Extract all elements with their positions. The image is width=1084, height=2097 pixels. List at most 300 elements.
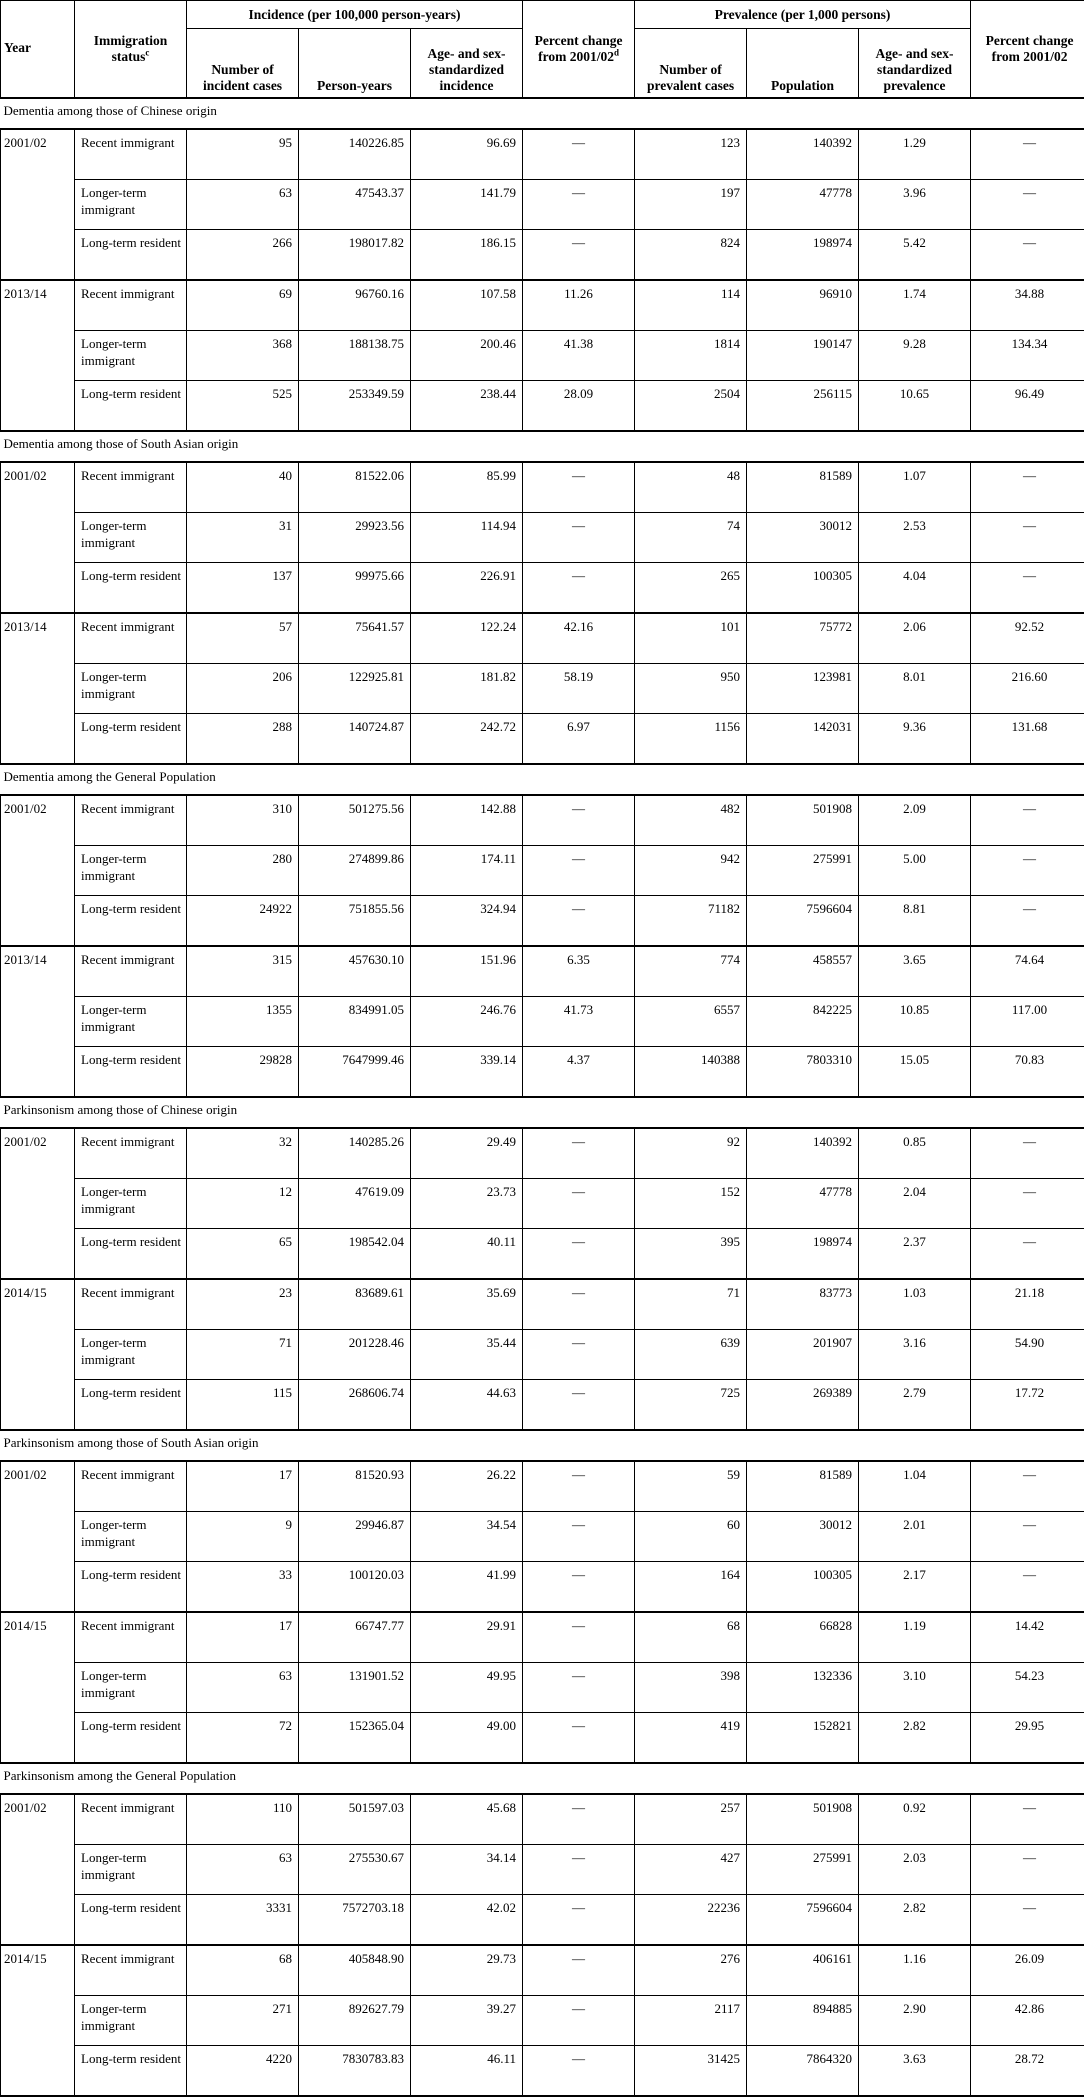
status-cell: Longer-term immigrant <box>75 1330 187 1380</box>
value-cell: — <box>971 846 1084 896</box>
value-cell: 280 <box>187 846 299 896</box>
value-cell: 40.11 <box>411 1229 523 1280</box>
table-row <box>1 1663 1084 1713</box>
value-cell: 140392 <box>747 129 859 180</box>
value-cell: 174.11 <box>411 846 523 896</box>
value-cell: 275991 <box>747 846 859 896</box>
value-cell: 92 <box>635 1128 747 1179</box>
value-cell: — <box>523 1794 635 1845</box>
status-cell: Longer-term immigrant <box>75 180 187 230</box>
status-cell: Long-term resident <box>75 1895 187 1946</box>
value-cell: 140392 <box>747 1128 859 1179</box>
value-cell: 114.94 <box>411 513 523 563</box>
status-cell: Long-term resident <box>75 1047 187 1098</box>
value-cell: 134.34 <box>971 331 1084 381</box>
value-cell: 246.76 <box>411 997 523 1047</box>
table-row <box>1 795 1084 846</box>
value-cell: 201228.46 <box>299 1330 411 1380</box>
header-prevalent-cases: Number of prevalent cases <box>635 29 747 99</box>
value-cell: 66747.77 <box>299 1612 411 1663</box>
value-cell: 152821 <box>747 1713 859 1764</box>
value-cell: 310 <box>187 795 299 846</box>
value-cell: 6.35 <box>523 946 635 997</box>
year-cell: 2013/14 <box>1 946 75 1097</box>
value-cell: — <box>971 1895 1084 1946</box>
status-cell: Longer-term immigrant <box>75 846 187 896</box>
status-cell: Long-term resident <box>75 381 187 432</box>
value-cell: — <box>523 846 635 896</box>
value-cell: 110 <box>187 1794 299 1845</box>
value-cell: 12 <box>187 1179 299 1229</box>
value-cell: 6557 <box>635 997 747 1047</box>
value-cell: 2.90 <box>859 1996 971 2046</box>
status-cell: Recent immigrant <box>75 1461 187 1512</box>
status-cell: Recent immigrant <box>75 462 187 513</box>
value-cell: 14.42 <box>971 1612 1084 1663</box>
value-cell: 7596604 <box>747 1895 859 1946</box>
value-cell: 1.16 <box>859 1945 971 1996</box>
table-row <box>1 180 1084 230</box>
value-cell: 942 <box>635 846 747 896</box>
status-cell: Recent immigrant <box>75 129 187 180</box>
section-title: Parkinsonism among those of Chinese origin <box>1 1097 1084 1128</box>
status-cell: Longer-term immigrant <box>75 1845 187 1895</box>
year-cell: 2001/02 <box>1 129 75 280</box>
value-cell: 47619.09 <box>299 1179 411 1229</box>
value-cell: 9.36 <box>859 714 971 765</box>
value-cell: 242.72 <box>411 714 523 765</box>
value-cell: 29.49 <box>411 1128 523 1179</box>
value-cell: 190147 <box>747 331 859 381</box>
value-cell: — <box>523 1895 635 1946</box>
value-cell: 41.38 <box>523 331 635 381</box>
value-cell: 226.91 <box>411 563 523 614</box>
section-title: Dementia among the General Population <box>1 764 1084 795</box>
year-cell: 2001/02 <box>1 1128 75 1279</box>
value-cell: 58.19 <box>523 664 635 714</box>
section-title: Dementia among those of Chinese origin <box>1 98 1084 129</box>
value-cell: 950 <box>635 664 747 714</box>
value-cell: 96760.16 <box>299 280 411 331</box>
value-cell: 75772 <box>747 613 859 664</box>
header-prevalence-pct-change: Percent change from 2001/02 <box>971 1 1084 99</box>
value-cell: 92.52 <box>971 613 1084 664</box>
value-cell: 81589 <box>747 462 859 513</box>
value-cell: 3.63 <box>859 2046 971 2097</box>
value-cell: 24922 <box>187 896 299 947</box>
value-cell: 1814 <box>635 331 747 381</box>
value-cell: 501275.56 <box>299 795 411 846</box>
value-cell: 40 <box>187 462 299 513</box>
value-cell: 132336 <box>747 1663 859 1713</box>
status-cell: Long-term resident <box>75 714 187 765</box>
value-cell: 31425 <box>635 2046 747 2097</box>
value-cell: 8.01 <box>859 664 971 714</box>
value-cell: 181.82 <box>411 664 523 714</box>
value-cell: 7647999.46 <box>299 1047 411 1098</box>
value-cell: — <box>971 563 1084 614</box>
table-row <box>1 997 1084 1047</box>
value-cell: 152365.04 <box>299 1713 411 1764</box>
table-row <box>1 714 1084 765</box>
value-cell: 198974 <box>747 230 859 281</box>
value-cell: 42.02 <box>411 1895 523 1946</box>
status-cell: Recent immigrant <box>75 613 187 664</box>
value-cell: 131901.52 <box>299 1663 411 1713</box>
value-cell: 2.53 <box>859 513 971 563</box>
value-cell: — <box>523 1612 635 1663</box>
value-cell: 49.95 <box>411 1663 523 1713</box>
value-cell: — <box>523 896 635 947</box>
value-cell: 3.65 <box>859 946 971 997</box>
value-cell: — <box>523 1945 635 1996</box>
value-cell: 28.72 <box>971 2046 1084 2097</box>
value-cell: 10.65 <box>859 381 971 432</box>
table-row <box>1 1794 1084 1845</box>
value-cell: 315 <box>187 946 299 997</box>
value-cell: 96.69 <box>411 129 523 180</box>
value-cell: 774 <box>635 946 747 997</box>
value-cell: 206 <box>187 664 299 714</box>
table-row <box>1 1996 1084 2046</box>
value-cell: 2.82 <box>859 1895 971 1946</box>
value-cell: — <box>523 1461 635 1512</box>
table-row <box>1 1279 1084 1330</box>
value-cell: 28.09 <box>523 381 635 432</box>
value-cell: 57 <box>187 613 299 664</box>
value-cell: — <box>523 462 635 513</box>
value-cell: 5.00 <box>859 846 971 896</box>
value-cell: 63 <box>187 1845 299 1895</box>
value-cell: 197 <box>635 180 747 230</box>
value-cell: 74 <box>635 513 747 563</box>
value-cell: 271 <box>187 1996 299 2046</box>
value-cell: 186.15 <box>411 230 523 281</box>
value-cell: 81520.93 <box>299 1461 411 1512</box>
value-cell: 405848.90 <box>299 1945 411 1996</box>
value-cell: 198542.04 <box>299 1229 411 1280</box>
value-cell: 115 <box>187 1380 299 1431</box>
status-cell: Recent immigrant <box>75 280 187 331</box>
table-row <box>1 1461 1084 1512</box>
status-cell: Longer-term immigrant <box>75 1663 187 1713</box>
value-cell: 419 <box>635 1713 747 1764</box>
value-cell: 3.16 <box>859 1330 971 1380</box>
header-population: Population <box>747 29 859 99</box>
value-cell: — <box>971 1128 1084 1179</box>
header-prevalence-group: Prevalence (per 1,000 persons) <box>635 1 971 29</box>
value-cell: 142.88 <box>411 795 523 846</box>
year-cell: 2001/02 <box>1 1461 75 1612</box>
value-cell: 834991.05 <box>299 997 411 1047</box>
table-row <box>1 230 1084 281</box>
value-cell: — <box>971 1845 1084 1895</box>
value-cell: 276 <box>635 1945 747 1996</box>
value-cell: 3.10 <box>859 1663 971 1713</box>
table-row <box>1 1562 1084 1613</box>
value-cell: 30012 <box>747 1512 859 1562</box>
table-row <box>1 1945 1084 1996</box>
value-cell: 54.23 <box>971 1663 1084 1713</box>
value-cell: 501908 <box>747 795 859 846</box>
table-row <box>1 1612 1084 1663</box>
value-cell: 1156 <box>635 714 747 765</box>
value-cell: 9 <box>187 1512 299 1562</box>
value-cell: 137 <box>187 563 299 614</box>
value-cell: — <box>971 1229 1084 1280</box>
value-cell: 34.88 <box>971 280 1084 331</box>
value-cell: 142031 <box>747 714 859 765</box>
value-cell: 41.99 <box>411 1562 523 1613</box>
value-cell: — <box>971 230 1084 281</box>
value-cell: 274899.86 <box>299 846 411 896</box>
value-cell: — <box>971 896 1084 947</box>
value-cell: 68 <box>187 1945 299 1996</box>
status-cell: Long-term resident <box>75 230 187 281</box>
value-cell: 71 <box>635 1279 747 1330</box>
value-cell: 63 <box>187 1663 299 1713</box>
value-cell: 266 <box>187 230 299 281</box>
value-cell: 47778 <box>747 1179 859 1229</box>
value-cell: 122.24 <box>411 613 523 664</box>
value-cell: 101 <box>635 613 747 664</box>
value-cell: 4.37 <box>523 1047 635 1098</box>
value-cell: 268606.74 <box>299 1380 411 1431</box>
table-row <box>1 1380 1084 1431</box>
value-cell: 1.07 <box>859 462 971 513</box>
table-row <box>1 1047 1084 1098</box>
value-cell: 42.86 <box>971 1996 1084 2046</box>
table-row <box>1 1895 1084 1946</box>
value-cell: 117.00 <box>971 997 1084 1047</box>
value-cell: 96.49 <box>971 381 1084 432</box>
value-cell: 35.44 <box>411 1330 523 1380</box>
status-cell: Long-term resident <box>75 563 187 614</box>
value-cell: 41.73 <box>523 997 635 1047</box>
value-cell: 11.26 <box>523 280 635 331</box>
status-cell: Recent immigrant <box>75 795 187 846</box>
value-cell: 0.92 <box>859 1794 971 1845</box>
value-cell: 339.14 <box>411 1047 523 1098</box>
status-cell: Long-term resident <box>75 1562 187 1613</box>
value-cell: 457630.10 <box>299 946 411 997</box>
value-cell: 83689.61 <box>299 1279 411 1330</box>
year-cell: 2014/15 <box>1 1612 75 1763</box>
table-row <box>1 1229 1084 1280</box>
value-cell: 6.97 <box>523 714 635 765</box>
value-cell: 238.44 <box>411 381 523 432</box>
value-cell: — <box>523 129 635 180</box>
value-cell: 482 <box>635 795 747 846</box>
value-cell: — <box>523 1713 635 1764</box>
value-cell: 100305 <box>747 1562 859 1613</box>
status-cell: Longer-term immigrant <box>75 331 187 381</box>
value-cell: — <box>971 1512 1084 1562</box>
value-cell: 7864320 <box>747 2046 859 2097</box>
value-cell: 1.74 <box>859 280 971 331</box>
value-cell: — <box>523 1128 635 1179</box>
value-cell: 1.29 <box>859 129 971 180</box>
value-cell: 23.73 <box>411 1179 523 1229</box>
value-cell: 26.22 <box>411 1461 523 1512</box>
status-cell: Longer-term immigrant <box>75 997 187 1047</box>
value-cell: 427 <box>635 1845 747 1895</box>
status-cell: Long-term resident <box>75 1380 187 1431</box>
status-cell: Longer-term immigrant <box>75 513 187 563</box>
value-cell: 74.64 <box>971 946 1084 997</box>
status-cell: Long-term resident <box>75 896 187 947</box>
section-title: Dementia among those of South Asian origin <box>1 431 1084 462</box>
value-cell: — <box>523 1663 635 1713</box>
value-cell: 17 <box>187 1612 299 1663</box>
value-cell: 81589 <box>747 1461 859 1512</box>
value-cell: 72 <box>187 1713 299 1764</box>
value-cell: 288 <box>187 714 299 765</box>
table-row <box>1 331 1084 381</box>
value-cell: 46.11 <box>411 2046 523 2097</box>
value-cell: 398 <box>635 1663 747 1713</box>
value-cell: 10.85 <box>859 997 971 1047</box>
value-cell: 140724.87 <box>299 714 411 765</box>
value-cell: 2117 <box>635 1996 747 2046</box>
value-cell: 639 <box>635 1330 747 1380</box>
value-cell: 525 <box>187 381 299 432</box>
value-cell: 216.60 <box>971 664 1084 714</box>
value-cell: 75641.57 <box>299 613 411 664</box>
value-cell: 70.83 <box>971 1047 1084 1098</box>
value-cell: 71182 <box>635 896 747 947</box>
value-cell: — <box>971 129 1084 180</box>
value-cell: 256115 <box>747 381 859 432</box>
table-row <box>1 513 1084 563</box>
value-cell: 71 <box>187 1330 299 1380</box>
value-cell: 201907 <box>747 1330 859 1380</box>
value-cell: 29.95 <box>971 1713 1084 1764</box>
year-cell: 2013/14 <box>1 280 75 431</box>
header-person-years: Person-years <box>299 29 411 99</box>
value-cell: 44.63 <box>411 1380 523 1431</box>
value-cell: 2.06 <box>859 613 971 664</box>
value-cell: 324.94 <box>411 896 523 947</box>
value-cell: — <box>523 230 635 281</box>
value-cell: 1.19 <box>859 1612 971 1663</box>
table-row <box>1 1330 1084 1380</box>
value-cell: 96910 <box>747 280 859 331</box>
value-cell: 458557 <box>747 946 859 997</box>
value-cell: 5.42 <box>859 230 971 281</box>
value-cell: 81522.06 <box>299 462 411 513</box>
value-cell: 725 <box>635 1380 747 1431</box>
value-cell: 1.04 <box>859 1461 971 1512</box>
value-cell: 21.18 <box>971 1279 1084 1330</box>
value-cell: 100305 <box>747 563 859 614</box>
value-cell: 164 <box>635 1562 747 1613</box>
value-cell: — <box>523 1279 635 1330</box>
value-cell: 140285.26 <box>299 1128 411 1179</box>
value-cell: 4220 <box>187 2046 299 2097</box>
value-cell: 48 <box>635 462 747 513</box>
value-cell: 751855.56 <box>299 896 411 947</box>
header-status: Immigration status$^c$ <box>75 1 187 99</box>
value-cell: 1.03 <box>859 1279 971 1330</box>
table-row <box>1 462 1084 513</box>
value-cell: 2.03 <box>859 1845 971 1895</box>
value-cell: 198017.82 <box>299 230 411 281</box>
value-cell: 66828 <box>747 1612 859 1663</box>
year-cell: 2014/15 <box>1 1945 75 2096</box>
value-cell: 395 <box>635 1229 747 1280</box>
status-cell: Longer-term immigrant <box>75 1996 187 2046</box>
value-cell: 406161 <box>747 1945 859 1996</box>
value-cell: 29828 <box>187 1047 299 1098</box>
status-cell: Recent immigrant <box>75 1128 187 1179</box>
value-cell: 34.14 <box>411 1845 523 1895</box>
value-cell: 47543.37 <box>299 180 411 230</box>
value-cell: 42.16 <box>523 613 635 664</box>
value-cell: — <box>971 1562 1084 1613</box>
value-cell: — <box>523 1562 635 1613</box>
value-cell: 265 <box>635 563 747 614</box>
value-cell: 85.99 <box>411 462 523 513</box>
table-row <box>1 613 1084 664</box>
value-cell: — <box>971 1179 1084 1229</box>
value-cell: 151.96 <box>411 946 523 997</box>
year-cell: 2001/02 <box>1 1794 75 1945</box>
value-cell: 7830783.83 <box>299 2046 411 2097</box>
table-row <box>1 846 1084 896</box>
value-cell: — <box>523 795 635 846</box>
value-cell: 35.69 <box>411 1279 523 1330</box>
value-cell: — <box>971 1794 1084 1845</box>
header-incidence-pct-change: Percent change from 2001/02$^d$ <box>523 1 635 99</box>
value-cell: — <box>523 563 635 614</box>
value-cell: 17 <box>187 1461 299 1512</box>
value-cell: 1355 <box>187 997 299 1047</box>
table-row <box>1 2046 1084 2097</box>
status-cell: Recent immigrant <box>75 1794 187 1845</box>
status-cell: Recent immigrant <box>75 1279 187 1330</box>
table-row <box>1 280 1084 331</box>
value-cell: 34.54 <box>411 1512 523 1562</box>
value-cell: 2.04 <box>859 1179 971 1229</box>
value-cell: 32 <box>187 1128 299 1179</box>
section-title: Parkinsonism among those of South Asian origin <box>1 1430 1084 1461</box>
value-cell: — <box>971 180 1084 230</box>
value-cell: 17.72 <box>971 1380 1084 1431</box>
value-cell: 100120.03 <box>299 1562 411 1613</box>
table-header <box>1 1 1084 99</box>
table-row <box>1 1128 1084 1179</box>
value-cell: 45.68 <box>411 1794 523 1845</box>
header-std-incidence: Age- and sex-standardized incidence <box>411 29 523 99</box>
table-row <box>1 1713 1084 1764</box>
value-cell: 69 <box>187 280 299 331</box>
value-cell: 29946.87 <box>299 1512 411 1562</box>
value-cell: 892627.79 <box>299 1996 411 2046</box>
value-cell: 188138.75 <box>299 331 411 381</box>
status-cell: Long-term resident <box>75 2046 187 2097</box>
header-incidence-group: Incidence (per 100,000 person-years) <box>187 1 523 29</box>
value-cell: 99975.66 <box>299 563 411 614</box>
value-cell: 123 <box>635 129 747 180</box>
header-year: Year <box>1 1 75 99</box>
status-cell: Longer-term immigrant <box>75 664 187 714</box>
value-cell: — <box>523 1179 635 1229</box>
value-cell: 39.27 <box>411 1996 523 2046</box>
table-row <box>1 896 1084 947</box>
value-cell: 3331 <box>187 1895 299 1946</box>
value-cell: 0.85 <box>859 1128 971 1179</box>
